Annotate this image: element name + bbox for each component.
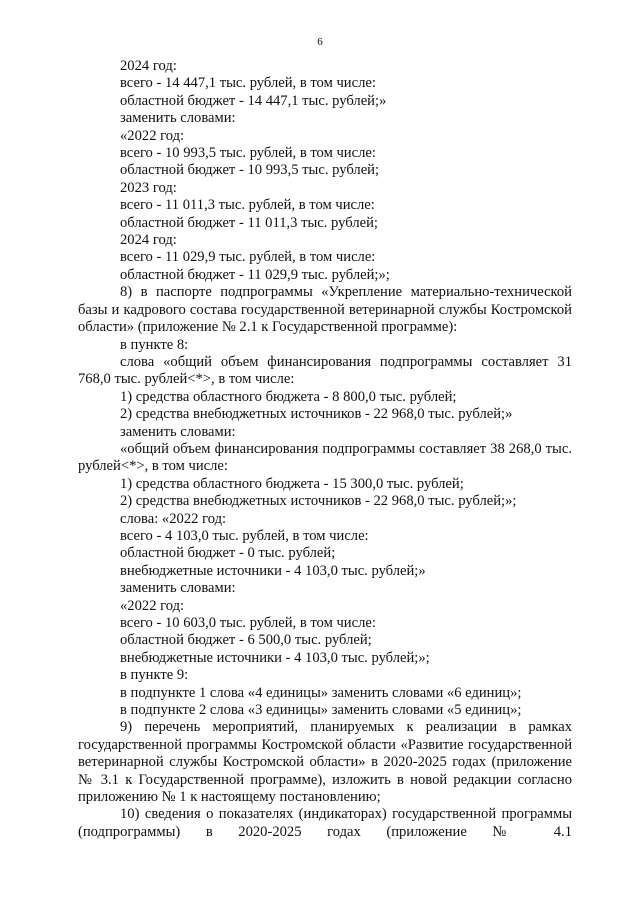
text-line: всего - 10 993,5 тыс. рублей, в том числе:: [120, 145, 376, 162]
paragraph: «общий объем финансирования подпрограммы составляет 38 268,0 тыс. рублей<*>, в том числе:: [78, 440, 572, 475]
text-line: «2022 год:: [120, 127, 185, 144]
text-line: 1) средства областного бюджета - 15 300,0 тыс. рублей;: [120, 475, 464, 492]
text-line: всего - 4 103,0 тыс. рублей, в том числе:: [120, 527, 369, 544]
text-line: областной бюджет - 11 011,3 тыс. рублей;: [120, 214, 378, 231]
text-line: в пункте 8:: [120, 336, 189, 353]
paragraph: 10) сведения о показателях (индикаторах) государственной программы (подпрограммы) в 2020-2025 годах (приложение № 4.1: [78, 806, 572, 840]
text-line: областной бюджет - 6 500,0 тыс. рублей;: [120, 632, 372, 649]
text-line: областной бюджет - 10 993,5 тыс. рублей;: [120, 162, 380, 179]
text-line: 2024 год:: [120, 58, 177, 74]
text-line: областной бюджет - 11 029,9 тыс. рублей;»;: [120, 266, 390, 283]
paragraph: слова «общий объем финансирования подпрограммы составляет 31 768,0 тыс. рублей<*>, в том числе:: [78, 353, 572, 388]
text-line: внебюджетные источники - 4 103,0 тыс. рублей;»: [120, 562, 426, 579]
text-line: областной бюджет - 14 447,1 тыс. рублей;»: [120, 92, 387, 109]
text-line: заменить словами:: [120, 580, 236, 597]
page-number: 6: [317, 36, 323, 48]
text-line: 2) средства внебюджетных источников - 22 968,0 тыс. рублей;»: [120, 406, 513, 423]
text-line: всего - 11 011,3 тыс. рублей, в том числе:: [120, 197, 375, 214]
text-line: всего - 11 029,9 тыс. рублей, в том числе:: [120, 249, 376, 266]
text-line: в пункте 9:: [120, 667, 189, 684]
text-line: внебюджетные источники - 4 103,0 тыс. рублей;»;: [120, 649, 430, 666]
text-line: областной бюджет - 0 тыс. рублей;: [120, 545, 336, 562]
text-line: всего - 14 447,1 тыс. рублей, в том числе:: [120, 75, 376, 92]
document-body: [78, 58, 572, 841]
text-line: «2022 год:: [120, 597, 185, 614]
text-line: слова: «2022 год:: [120, 510, 227, 527]
paragraph: 8) в паспорте подпрограммы «Укрепление материально-технической базы и кадрового состава государственной ветеринарной службы Костромской области» (приложение № 2.1 к Государственной программе):: [78, 284, 572, 336]
text-line: 1) средства областного бюджета - 8 800,0 тыс. рублей;: [120, 388, 457, 405]
text-line: всего - 10 603,0 тыс. рублей, в том числе:: [120, 615, 376, 631]
text-line: 2) средства внебюджетных источников - 22 968,0 тыс. рублей;»;: [120, 493, 517, 510]
text-line: 2023 год:: [120, 179, 177, 196]
text-line: в подпункте 1 слова «4 единицы» заменить словами «6 единиц»;: [120, 684, 522, 701]
text-line: в подпункте 2 слова «3 единицы» заменить словами «5 единиц»;: [120, 702, 522, 719]
text-line: 2024 год:: [120, 232, 177, 249]
text-line: заменить словами:: [120, 423, 236, 440]
text-line: заменить словами:: [120, 110, 236, 127]
paragraph: 9) перечень мероприятий, планируемых к реализации в рамках государственной программы Костромской области «Развитие государственной ветеринарной службы Костромской области» в 2020-2025 годах (приложение № 3.1 к Государственной программе), изложить в новой редакции согласно приложению № 1 к настоящему постановлению;: [78, 719, 572, 806]
